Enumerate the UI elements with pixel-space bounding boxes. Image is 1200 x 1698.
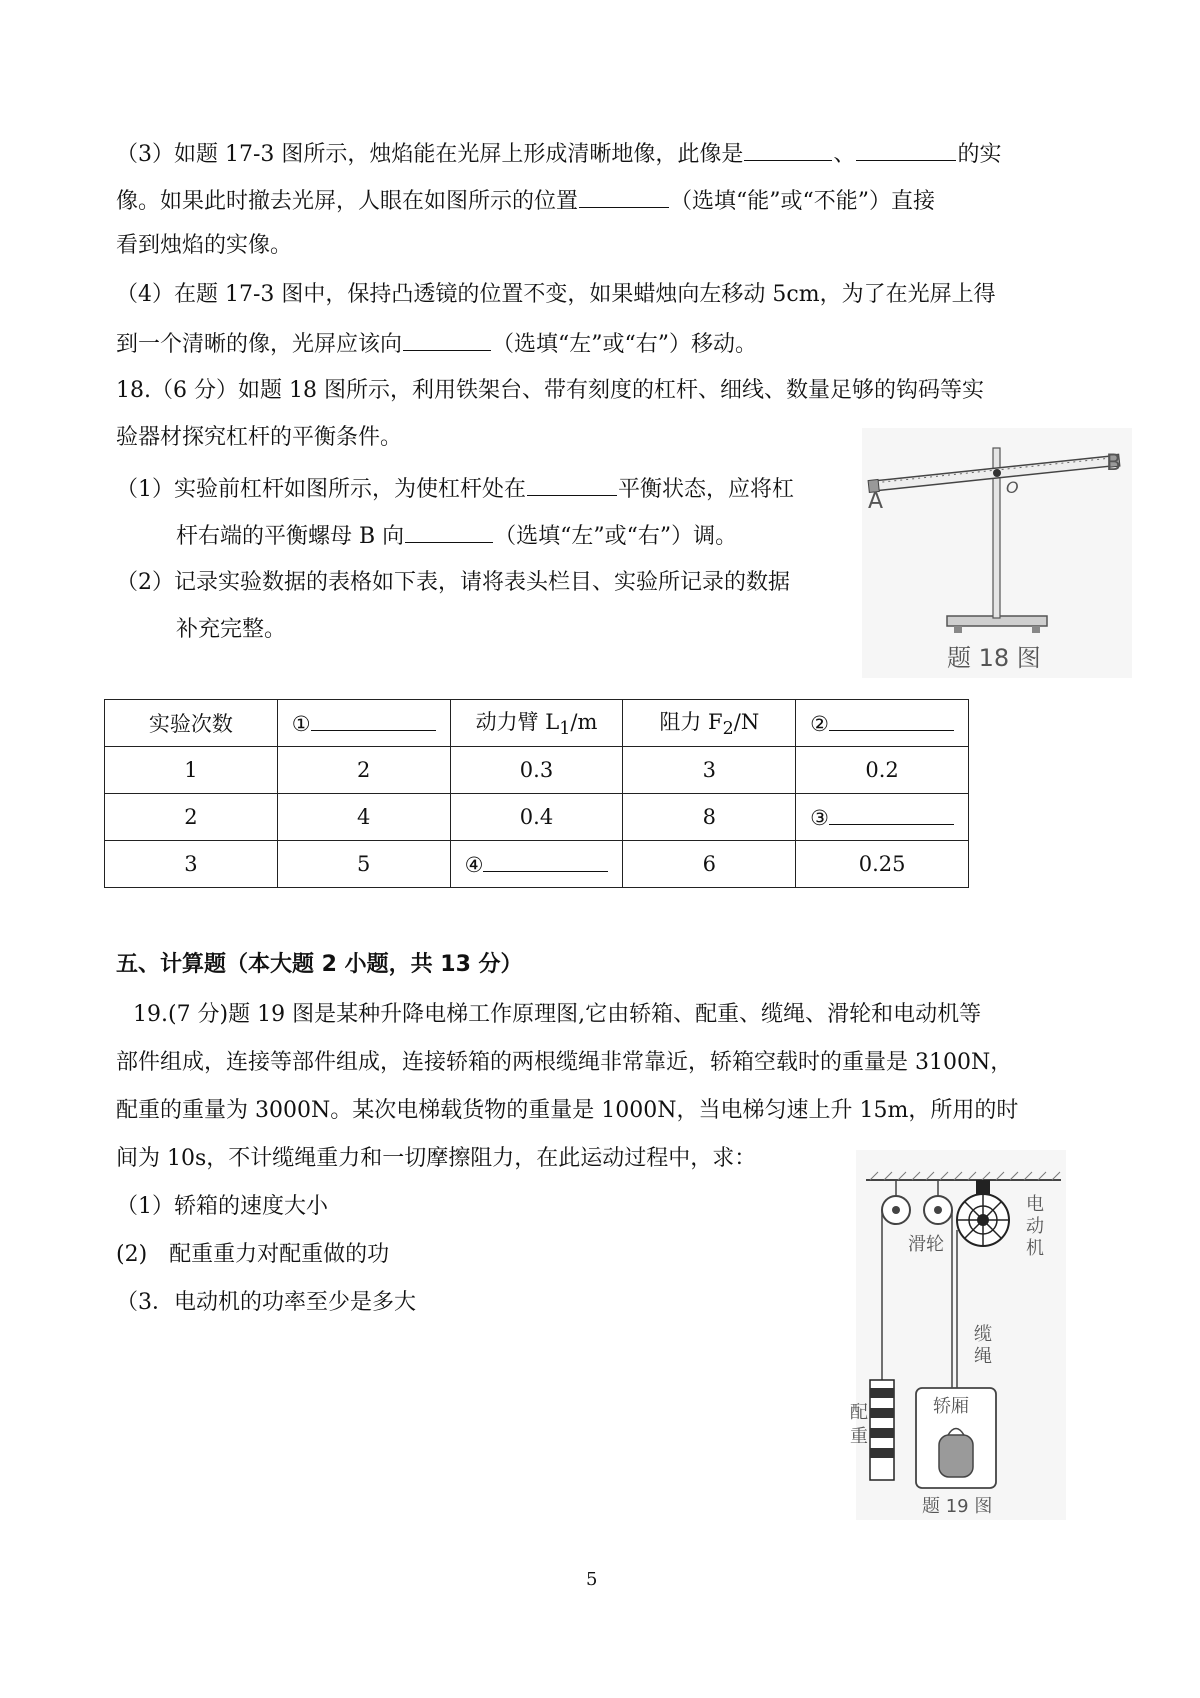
table-cell: 1 [105, 747, 278, 794]
table-cell[interactable]: ③ [796, 794, 969, 841]
q18-2-line2: 补充完整。 [176, 617, 287, 642]
q18-1-text-c: 杆右端的平衡螺母 B 向 [176, 524, 405, 549]
q17-3-text-a: （3）如题 17-3 图所示，烛焰能在光屏上形成清晰地像，此像是 [116, 142, 744, 167]
page-number: 5 [586, 1569, 598, 1590]
motor-label: 动 [1026, 1216, 1044, 1237]
label-o: O [1006, 478, 1019, 497]
table-header: 实验次数 [105, 700, 278, 747]
q17-3-text-c: 像。如果此时撤去光屏，人眼在如图所示的位置 [116, 189, 579, 214]
pivot-o [993, 469, 1001, 477]
table-cell: 2 [277, 747, 450, 794]
table-header: 阻力 $F_2/N$ [623, 700, 796, 747]
q19-sub2: (2) 配重重力对配重做的功 [116, 1242, 390, 1267]
table-header-row [105, 700, 969, 747]
table-cell: 2 [105, 794, 278, 841]
table-cell: 0.25 [796, 841, 969, 888]
table-cell: 0.4 [450, 794, 623, 841]
answer-blank[interactable] [405, 520, 493, 543]
q18-1-text-b: 平衡状态，应将杠 [618, 477, 795, 502]
table-cell: 3 [105, 841, 278, 888]
q17-3-line1 [116, 138, 1001, 169]
table-row [105, 747, 969, 794]
pulley-label: 滑轮 [908, 1234, 944, 1255]
q18-1-line2 [176, 520, 737, 551]
table-cell: 4 [277, 794, 450, 841]
experiment-table [104, 699, 969, 888]
q18-2-line1: （2）记录实验数据的表格如下表，请将表头栏目、实验所记录的数据 [116, 570, 790, 595]
q19-line3: 配重的重量为 3000N。某次电梯载货物的重量是 1000N，当电梯匀速上升 15m，所用的时 [116, 1098, 1019, 1123]
answer-blank[interactable] [744, 138, 832, 161]
cargo-bag [939, 1435, 973, 1477]
table-cell: 8 [623, 794, 796, 841]
table-cell: 3 [623, 747, 796, 794]
q17-4-line1: （4）在题 17-3 图中，保持凸透镜的位置不变，如果蜡烛向左移动 5cm，为了在光屏上得 [116, 282, 996, 307]
table-cell: 0.2 [796, 747, 969, 794]
motor-label: 电 [1026, 1194, 1044, 1215]
stand-foot [954, 626, 962, 633]
motor-label: 机 [1026, 1238, 1044, 1259]
stand-foot [1032, 626, 1040, 633]
q19-sub1: （1）轿箱的速度大小 [116, 1194, 328, 1219]
q19-line4: 间为 10s，不计缆绳重力和一切摩擦阻力，在此运动过程中，求： [116, 1146, 757, 1171]
q17-3-line3: 看到烛焰的实像。 [116, 233, 293, 258]
q17-3-text-b: 的实 [957, 142, 1002, 167]
table-header: 动力臂 $L_1/m$ [450, 700, 623, 747]
answer-blank[interactable] [579, 185, 669, 208]
answer-blank[interactable] [527, 473, 617, 496]
q18-line2: 验器材探究杠杆的平衡条件。 [116, 425, 403, 450]
figure-caption: 题 19 图 [922, 1496, 993, 1517]
figure-caption: 题 18 图 [947, 644, 1041, 672]
answer-blank[interactable] [856, 138, 956, 161]
table-cell: 0.3 [450, 747, 623, 794]
cable-label: 绳 [974, 1346, 992, 1367]
q18-1-text-a: （1）实验前杠杆如图所示，为使杠杆处在 [116, 477, 526, 502]
label-a: A [868, 489, 884, 514]
table-cell: 5 [277, 841, 450, 888]
q17-3-line2 [116, 185, 935, 216]
car-label: 轿厢 [933, 1396, 969, 1417]
q19-sub3: （3．电动机的功率至少是多大 [116, 1290, 416, 1315]
q18-1-line1 [116, 473, 794, 504]
table-cell: 6 [623, 841, 796, 888]
lever-figure [862, 428, 1132, 678]
q19-line2: 部件组成，连接等部件组成，连接轿箱的两根缆绳非常靠近，轿箱空载时的重量是 3100N， [116, 1050, 1013, 1075]
table-header[interactable]: ② [796, 700, 969, 747]
answer-blank[interactable] [403, 328, 491, 351]
q18-line1: 18.（6 分）如题 18 图所示，利用铁架台、带有刻度的杠杆、细线、数量足够的钩码等实 [116, 378, 984, 403]
table-row [105, 794, 969, 841]
label-b: B [1106, 451, 1122, 476]
q17-3-text-d: （选填“能”或“不能”）直接 [670, 189, 936, 214]
table-row [105, 841, 969, 888]
q17-3-sep: 、 [833, 142, 856, 167]
q17-4-line2 [116, 328, 757, 359]
q17-4-text-b: （选填“左”或“右”）移动。 [492, 332, 758, 357]
counterweight-label: 重 [850, 1426, 868, 1447]
table-cell[interactable]: ④ [450, 841, 623, 888]
q19-line1: 19.(7 分)题 19 图是某种升降电梯工作原理图,它由轿箱、配重、缆绳、滑轮和电动机等 [133, 1002, 982, 1027]
table-header[interactable]: ① [277, 700, 450, 747]
q18-1-text-d: （选填“左”或“右”）调。 [494, 524, 738, 549]
section-title: 五、计算题（本大题 2 小题，共 13 分） [116, 952, 523, 977]
cable-label: 缆 [974, 1324, 992, 1345]
elevator-figure [850, 1150, 1066, 1520]
counterweight-label: 配 [850, 1402, 868, 1423]
q17-4-text-a: 到一个清晰的像，光屏应该向 [116, 332, 403, 357]
